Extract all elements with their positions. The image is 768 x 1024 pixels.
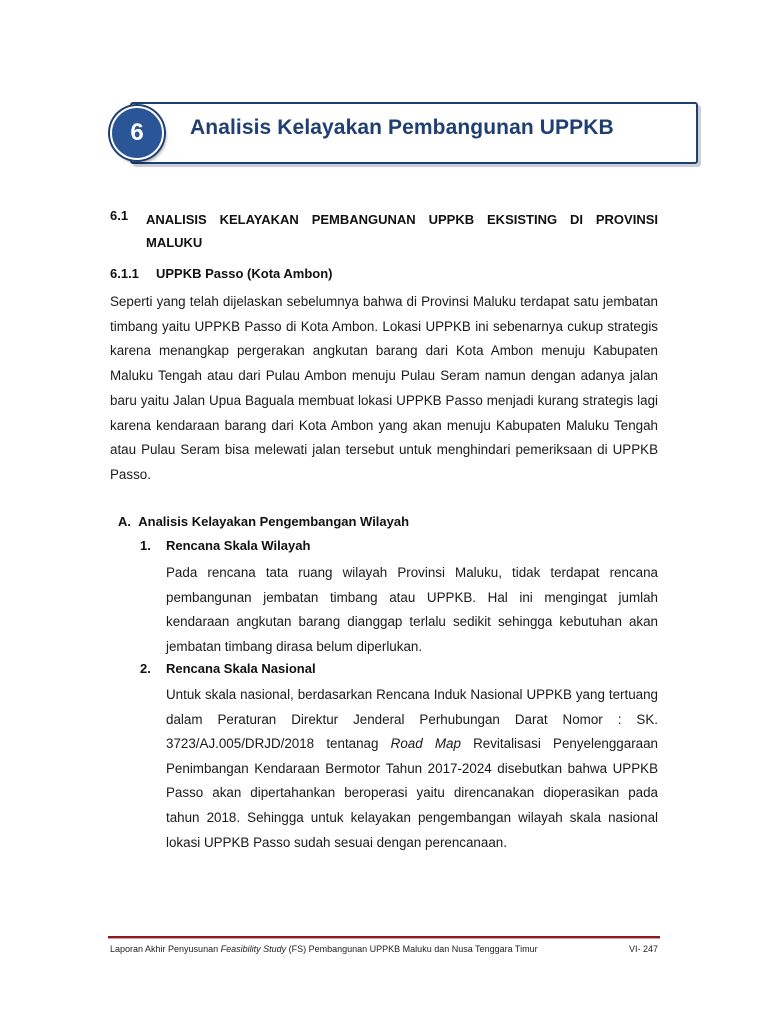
item-1-text: Pada rencana tata ruang wilayah Provinsi Maluku, tidak terdapat rencana pembangunan jembatan timbang atau UPPKB. Hal ini mengingat jumlah kendaraan angkutan barang dianggap terlalu sedikit sehingga kebutuhan akan jembatan timbang dirasa belum diperlukan.	[166, 565, 658, 655]
page-number: VI- 247	[628, 944, 658, 954]
section-6-1-number: 6.1	[110, 208, 129, 223]
section-6-1-1-number: 6.1.1	[110, 266, 139, 281]
page-footer	[110, 944, 658, 954]
footer-rule	[108, 936, 660, 939]
item-1-number: 1.	[140, 538, 151, 553]
footer-italic: Feasibility Study	[220, 944, 287, 954]
item-2-text-italic: Road Map	[390, 736, 461, 752]
item-1-title: Rencana Skala Wilayah	[166, 538, 311, 553]
item-2-title: Rencana Skala Nasional	[166, 661, 316, 676]
section-6-1-1-title: UPPKB Passo (Kota Ambon)	[156, 266, 333, 281]
item-2-text-part-2: Revitalisasi Penyelenggaraan Penimbangan Kendaraan Bermotor Tahun 2017-2024 disebutkan bahwa UPPKB Passo akan dipertahankan beroperasi yaitu direncanakan dioperasikan pada tahun 2018. Sehingga untuk kelayakan pengembangan wilayah skala nasional lokasi UPPKB Passo sudah sesuai dengan perencanaan.	[166, 736, 659, 850]
chapter-title: Analisis Kelayakan Pembangunan UPPKB	[190, 116, 614, 139]
subsection-a-label: A.	[118, 514, 131, 529]
item-2-text-part-1: Untuk skala nasional, berdasarkan Rencana Induk Nasional UPPKB yang tertuang dalam Peraturan Direktur Jenderal Perhubungan Darat Nomor : SK. 3723/AJ.005/DRJD/2018 tentanag	[166, 687, 658, 752]
item-2-number: 2.	[140, 661, 151, 676]
subsection-a-title: Analisis Kelayakan Pengembangan Wilayah	[138, 514, 410, 529]
section-6-1-title: ANALISIS KELAYAKAN PEMBANGUNAN UPPKB EKSISTING DI PROVINSI MALUKU	[146, 212, 658, 250]
footer-prefix: Laporan Akhir Penyusunan	[110, 944, 221, 954]
footer-suffix: (FS) Pembangunan UPPKB Maluku dan Nusa Tenggara Timur	[286, 944, 538, 954]
item-2-text	[166, 683, 658, 855]
main-paragraph: Seperti yang telah dijelaskan sebelumnya bahwa di Provinsi Maluku terdapat satu jembatan timbang yaitu UPPKB Passo di Kota Ambon. Lokasi UPPKB ini sebenarnya cukup strategis karena menangkap pergerakan angkutan barang dari Kota Ambon menuju Kabupaten Maluku Tengah atau dari Pulau Ambon menuju Pulau Seram namun dengan adanya jalan baru yaitu Jalan Upua Baguala membuat lokasi UPPKB Passo menjadi kurang strategis lagi karena kendaraan barang dari Kota Ambon yang akan menuju Kabupaten Maluku Tengah atau Pulau Seram bisa melewati jalan tersebut untuk menghindari pemeriksaan di UPPKB Passo.	[110, 294, 658, 482]
subsection-a-heading	[118, 514, 409, 529]
chapter-number-badge: 6	[110, 106, 164, 160]
